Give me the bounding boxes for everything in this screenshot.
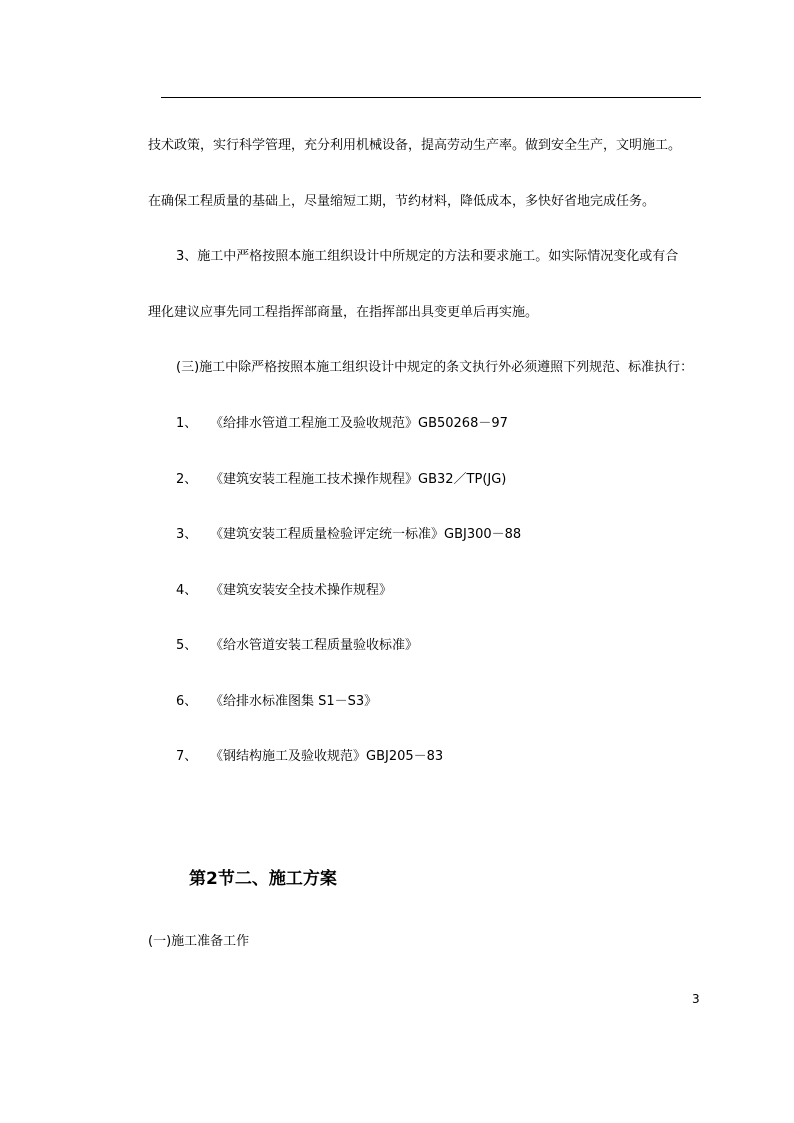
standard-number: 3、 [176, 527, 198, 542]
page-number: 3 [692, 992, 700, 1006]
standard-number: 7、 [176, 749, 198, 764]
paragraph-line: 3、施工中严格按照本施工组织设计中所规定的方法和要求施工。如实际情况变化或有合 [176, 249, 679, 264]
standard-item [176, 638, 418, 654]
standard-text: 《建筑安装工程质量检验评定统一标准》GBJ300－88 [210, 527, 522, 542]
standard-number: 2、 [176, 472, 198, 487]
section-subheading: (一)施工准备工作 [148, 934, 250, 949]
paragraph-line: 技术政策，实行科学管理，充分利用机械设备，提高劳动生产率。做到安全生产，文明施工。 [148, 138, 682, 153]
paragraph-line: 在确保工程质量的基础上，尽量缩短工期，节约材料，降低成本，多快好省地完成任务。 [148, 194, 656, 209]
standard-item [176, 694, 377, 710]
paragraph-line: 理化建议应事先同工程指挥部商量，在指挥部出具变更单后再实施。 [148, 305, 539, 320]
standard-number: 4、 [176, 583, 198, 598]
standard-item [176, 749, 443, 765]
standard-text: 《钢结构施工及验收规范》GBJ205－83 [210, 749, 444, 764]
header-rule [161, 97, 701, 98]
section-heading: 第2节二、施工方案 [189, 869, 337, 889]
standard-text: 《建筑安装安全技术操作规程》 [210, 583, 393, 598]
standard-number: 1、 [176, 416, 198, 431]
standard-text: 《给排水标准图集 S1－S3》 [210, 694, 378, 709]
standard-number: 6、 [176, 694, 198, 709]
standard-item [176, 472, 506, 488]
standard-item [176, 527, 521, 543]
standard-number: 5、 [176, 638, 198, 653]
standard-item [176, 416, 508, 432]
standard-item [176, 583, 392, 599]
paragraph-line: (三)施工中除严格按照本施工组织设计中规定的条文执行外必须遵照下列规范、标准执行： [176, 360, 694, 375]
standard-text: 《建筑安装工程施工技术操作规程》GB32／TP(JG) [210, 472, 507, 487]
standard-text: 《给排水管道工程施工及验收规范》GB50268－97 [210, 416, 508, 431]
standard-text: 《给水管道安装工程质量验收标准》 [210, 638, 419, 653]
